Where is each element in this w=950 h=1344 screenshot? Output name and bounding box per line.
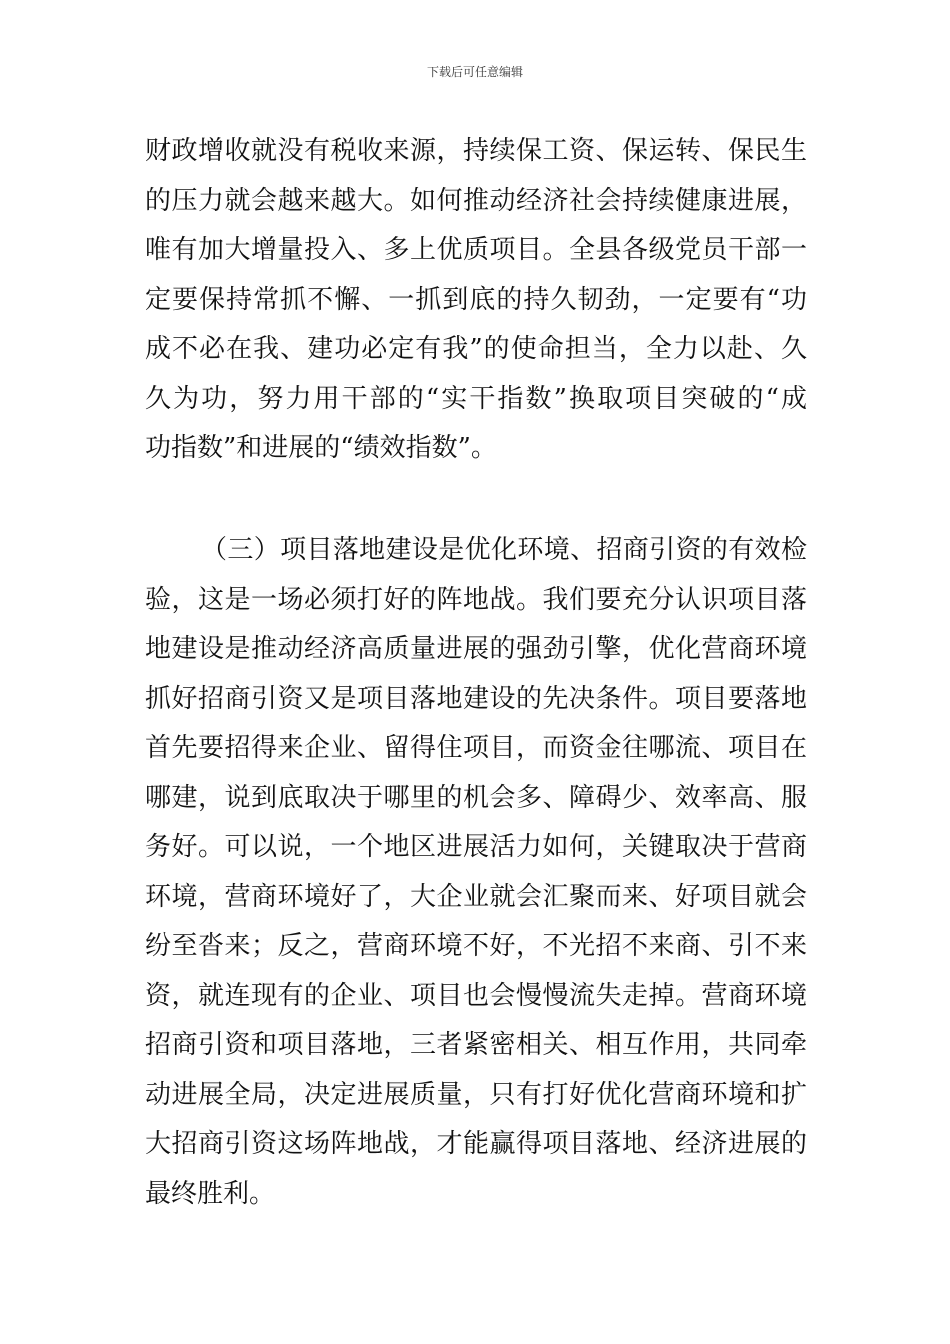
paragraph-line: 成不必在我、建功必定有我”的使命担当，全力以赴、久 <box>145 334 807 364</box>
paragraph-line: 定要保持常抓不懈、一抓到底的持久韧劲，一定要有“功 <box>145 284 807 315</box>
paragraph-line: 环境，营商环境好了，大企业就会汇聚而来、好项目就会 <box>145 881 807 912</box>
paragraph-line: 大招商引资这场阵地战，才能赢得项目落地、经济进展的 <box>145 1129 807 1159</box>
paragraph-line: 首先要招得来企业、留得住项目，而资金往哪流、项目在 <box>145 733 807 763</box>
paragraph-line: 动进展全局，决定进展质量，只有打好优化营商环境和扩 <box>145 1079 807 1110</box>
page-header-note: 下载后可任意编辑 <box>426 65 523 79</box>
paragraph-line: 唯有加大增量投入、多上优质项目。全县各级党员干部一 <box>145 235 807 265</box>
paragraph-line: 功指数”和进展的“绩效指数”。 <box>145 433 497 463</box>
paragraph-line: 资，就连现有的企业、项目也会慢慢流失走掉。营商环境 <box>145 980 807 1011</box>
paragraph-line: 纷至沓来；反之，营商环境不好，不光招不来商、引不来 <box>145 931 807 961</box>
paragraph-line: 招商引资和项目落地，三者紧密相关、相互作用，共同牵 <box>145 1030 807 1060</box>
paragraph-line: （三）项目落地建设是优化环境、招商引资的有效检 <box>201 535 807 565</box>
paragraph-line: 的压力就会越来越大。如何推动经济社会持续健康进展， <box>145 185 807 216</box>
paragraph-2 <box>145 526 807 1219</box>
paragraph-line: 最终胜利。 <box>145 1178 276 1209</box>
paragraph-line: 久为功，努力用干部的“实干指数”换取项目突破的“成 <box>145 383 807 414</box>
paragraph-1 <box>145 127 807 474</box>
paragraph-line: 哪建，说到底取决于哪里的机会多、障碍少、效率高、服 <box>145 782 807 813</box>
paragraph-line: 财政增收就没有税收来源，持续保工资、保运转、保民生 <box>145 136 807 166</box>
paragraph-line: 验，这是一场必须打好的阵地战。我们要充分认识项目落 <box>145 584 807 615</box>
paragraph-line: 地建设是推动经济高质量进展的强劲引擎，优化营商环境 <box>145 634 807 664</box>
paragraph-line: 抓好招商引资又是项目落地建设的先决条件。项目要落地 <box>145 683 807 714</box>
paragraph-line: 务好。可以说，一个地区进展活力如何，关键取决于营商 <box>145 832 807 862</box>
